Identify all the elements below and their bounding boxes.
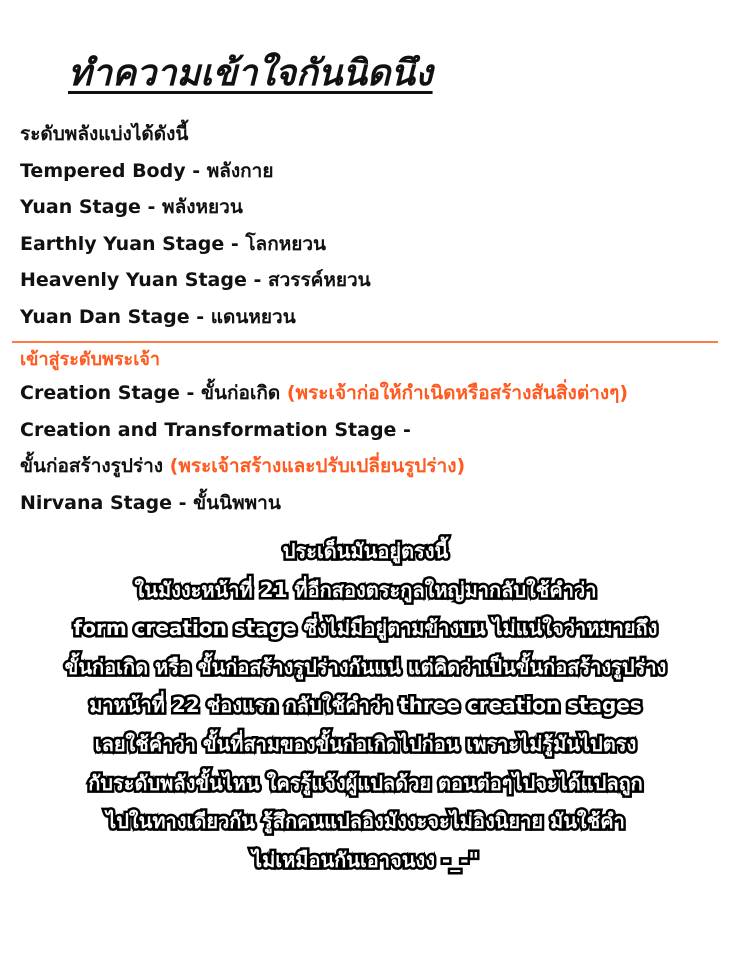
level-item: Creation and Transformation Stage - (20, 418, 411, 441)
translator-commentary (0, 532, 731, 879)
commentary-line: ในมังงะหน้าที่ 21 ที่อีกสองตระกูลใหญ่มากลับใช้คำว่า (134, 577, 597, 602)
divine-heading: เข้าสู่ระดับพระเจ้า (20, 349, 161, 370)
divine-levels-list (20, 345, 628, 521)
level-item: Nirvana Stage - ขั้นนิพพาน (20, 491, 281, 514)
level-item: Yuan Dan Stage - แดนหยวน (20, 305, 296, 328)
commentary-line: กับระดับพลังขั้นไหน ใครรู้แจ้งผู้แปลด้วย ตอนต่อๆไปจะได้แปลถูก (88, 770, 643, 795)
level-item: Tempered Body - พลังกาย (20, 159, 274, 182)
level-item: Heavenly Yuan Stage - สวรรค์หยวน (20, 269, 371, 291)
commentary-line: ไปในทางเดียวกัน รู้สึกคนแปลอิงมังงะจะไม่อิงนิยาย มันใช้คำ (106, 809, 625, 834)
commentary-line: มาหน้าที่ 22 ช่องแรก กลับใช้คำว่า three creation stages (89, 693, 642, 718)
level-note: (พระเจ้าสร้างและปรับเปลี่ยนรูปร่าง) (169, 455, 466, 477)
commentary-line: เลยใช้คำว่า ขั้นที่สามของขั้นก่อเกิดไปก่อน เพราะไม่รู้มันไปตรง (94, 731, 637, 756)
level-item: Yuan Stage - พลังหยวน (20, 196, 243, 218)
level-note: (พระเจ้าก่อให้กำเนิดหรือสร้างสันสิ่งต่างๆ) (286, 382, 629, 404)
level-label: Creation Stage - ขั้นก่อเกิด (20, 382, 287, 404)
section-divider (12, 341, 718, 343)
level-item (20, 448, 628, 485)
page-title: ทำความเข้าใจกันนิดนึง (68, 53, 433, 94)
commentary-line: ขั้นก่อเกิด หรือ ขั้นก่อสร้างรูปร่างกันแน่ แต่คิดว่าเป็นขั้นก่อสร้างรูปร่าง (64, 654, 667, 679)
level-item: Earthly Yuan Stage - โลกหยวน (20, 232, 327, 255)
power-levels-list (20, 116, 371, 335)
commentary-line: form creation stage ซึ่งไม่มีอยู่ตามข้างบน ไม่แน่ใจว่าหมายถึง (73, 616, 658, 641)
levels-intro: ระดับพลังแบ่งได้ดังนี้ (20, 123, 189, 145)
level-item (20, 375, 628, 412)
commentary-line: ไม่เหมือนกันเอาจนงง -_-" (252, 847, 479, 872)
commentary-line: ประเด็นมันอยู่ตรงนี้ (282, 539, 449, 563)
level-label: ขั้นก่อสร้างรูปร่าง (20, 455, 170, 477)
